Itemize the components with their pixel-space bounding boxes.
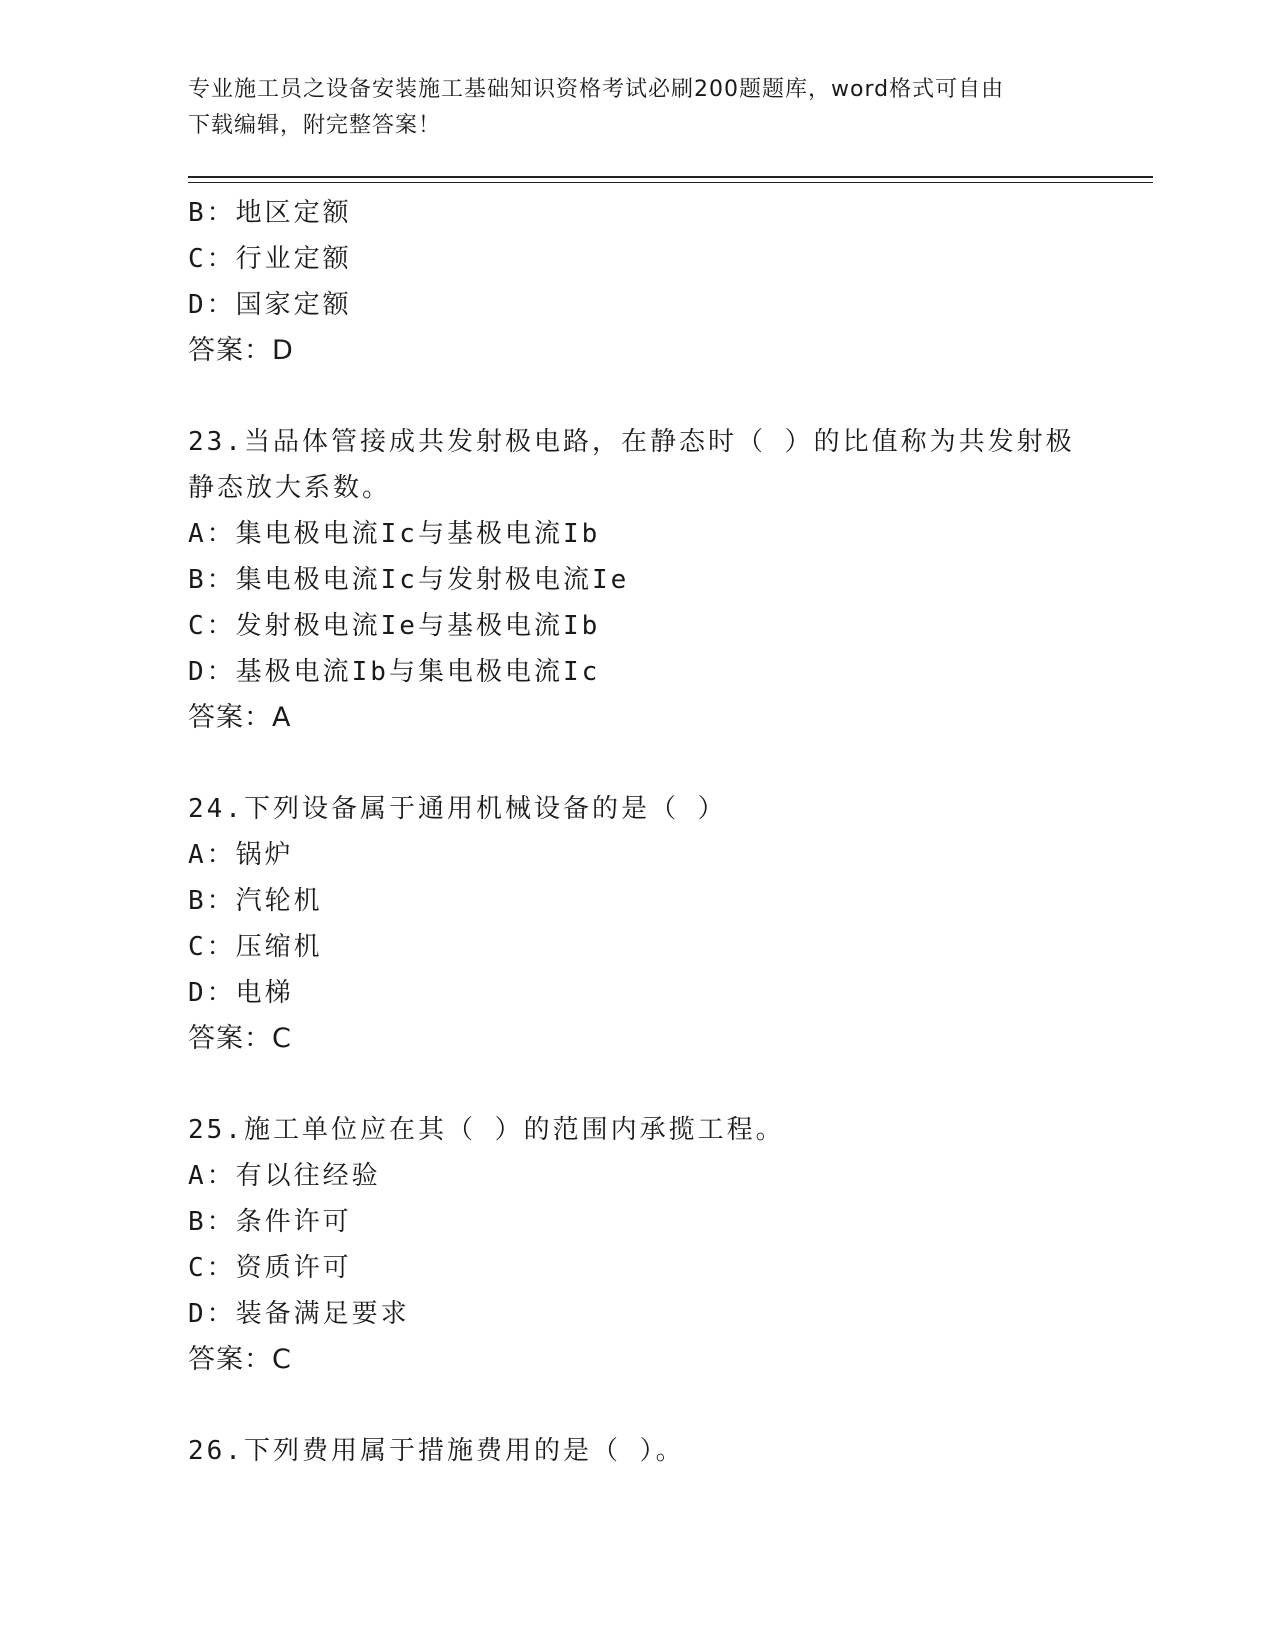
option-d: D：电梯 — [188, 978, 294, 1008]
document-header — [188, 72, 1088, 144]
option-c: C：资质许可 — [188, 1253, 352, 1283]
option-b: B：集电极电流Ic与发射极电流Ie — [188, 565, 630, 595]
option-b: B：地区定额 — [188, 198, 352, 228]
option-a: A：集电极电流Ic与基极电流Ib — [188, 519, 601, 549]
answer-line: 答案：C — [188, 1344, 292, 1375]
question-stem-continued: 静态放大系数。 — [188, 473, 392, 503]
answer-line: 答案：D — [188, 335, 294, 366]
question-24 — [188, 786, 1148, 1062]
option-d: D：国家定额 — [188, 290, 352, 320]
question-22-continuation — [188, 190, 1148, 374]
header-line-2: 下载编辑，附完整答案！ — [188, 113, 442, 138]
question-26 — [188, 1428, 1148, 1474]
header-divider-thick — [188, 176, 1153, 178]
option-b: B：汽轮机 — [188, 886, 323, 916]
option-a: A：锅炉 — [188, 840, 294, 870]
option-d: D：基极电流Ib与集电极电流Ic — [188, 657, 601, 687]
option-c: C：行业定额 — [188, 244, 352, 274]
question-stem: 25.施工单位应在其（ ）的范围内承揽工程。 — [188, 1115, 785, 1145]
question-stem: 23.当品体管接成共发射极电路，在静态时（ ）的比值称为共发射极 — [188, 427, 1075, 457]
question-stem: 24.下列设备属于通用机械设备的是（ ） — [188, 794, 727, 824]
option-d: D：装备满足要求 — [188, 1299, 410, 1329]
answer-line: 答案：C — [188, 1023, 292, 1054]
question-23 — [188, 419, 1148, 741]
option-c: C：发射极电流Ie与基极电流Ib — [188, 611, 601, 641]
question-stem: 26.下列费用属于措施费用的是（ ）。 — [188, 1436, 685, 1466]
header-divider-thin — [188, 182, 1153, 183]
option-b: B：条件许可 — [188, 1207, 352, 1237]
answer-line: 答案：A — [188, 702, 292, 733]
question-25 — [188, 1107, 1148, 1383]
option-c: C：压缩机 — [188, 932, 323, 962]
option-a: A：有以往经验 — [188, 1161, 381, 1191]
header-line-1: 专业施工员之设备安装施工基础知识资格考试必刷200题题库，word格式可自由 — [188, 77, 1005, 102]
question-list — [188, 190, 1148, 1474]
